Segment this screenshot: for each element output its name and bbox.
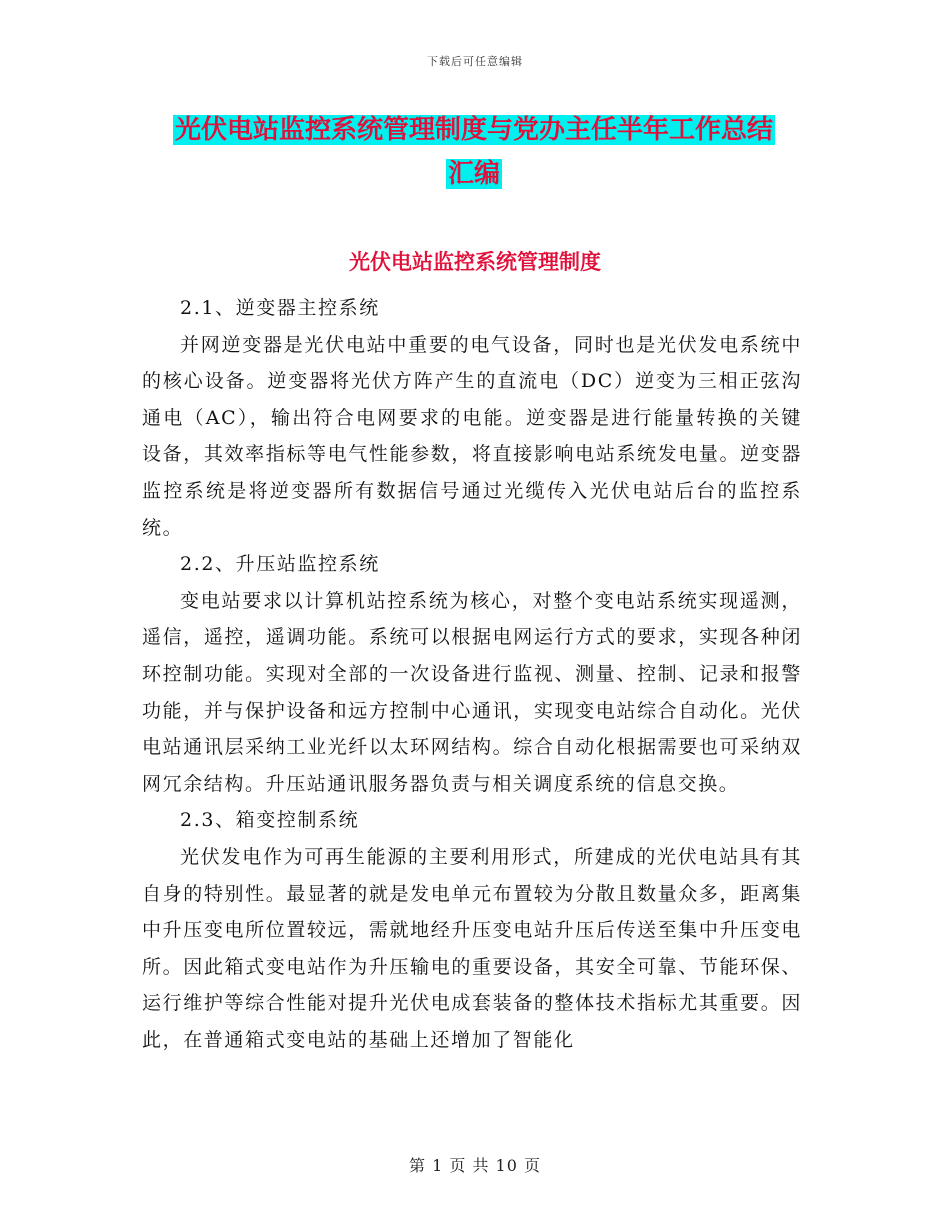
body-text (142, 290, 802, 1058)
page-header-note: 下载后可任意编辑 (427, 55, 523, 68)
document-title-line-2: 汇编 (447, 159, 500, 189)
page-footer: 第 1 页 共 10 页 (409, 1156, 541, 1175)
subheading-2-3: 2.3、箱变控制系统 (180, 809, 360, 832)
paragraph-inverter: 并网逆变器是光伏电站中重要的电气设备，同时也是光伏发电系统中的核心设备。逆变器将光伏方阵产生的直流电（DC）逆变为三相正弦沟通电（AC），输出符合电网要求的电能。逆变器是进行能量转换的关键设备，其效率指标等电气性能参数，将直接影响电站系统发电量。逆变器监控系统是将逆变器所有数据信号通过光缆传入光伏电站后台的监控系统。 (142, 333, 802, 539)
paragraph-substation: 变电站要求以计算机站控系统为核心，对整个变电站系统实现遥测，遥信，遥控，遥调功能。系统可以根据电网运行方式的要求，实现各种闭环控制功能。实现对全部的一次设备进行监视、测量、控制、记录和报警功能，并与保护设备和远方控制中心通讯，实现变电站综合自动化。光伏电站通讯层采纳工业光纤以太环网结构。综合自动化根据需要也可采纳双网冗余结构。升压站通讯服务器负责与相关调度系统的信息交换。 (142, 589, 802, 795)
document-title-line-1: 光伏电站监控系统管理制度与党办主任半年工作总结 (174, 115, 773, 145)
document-title (140, 108, 808, 196)
subheading-2-1: 2.1、逆变器主控系统 (180, 297, 380, 319)
paragraph-box-transformer: 光伏发电作为可再生能源的主要利用形式，所建成的光伏电站具有其自身的特别性。最显著的就是发电单元布置较为分散且数量众多，距离集中升压变电所位置较远，需就地经升压变电站升压后传送至集中升压变电所。因此箱式变电站作为升压输电的重要设备，其安全可靠、节能环保、运行维护等综合性能对提升光伏电成套装备的整体技术指标尤其重要。因此，在普通箱式变电站的基础上还增加了智能化 (142, 845, 802, 1051)
subheading-2-2: 2.2、升压站监控系统 (180, 553, 380, 576)
section-title: 光伏电站监控系统管理制度 (349, 250, 601, 274)
